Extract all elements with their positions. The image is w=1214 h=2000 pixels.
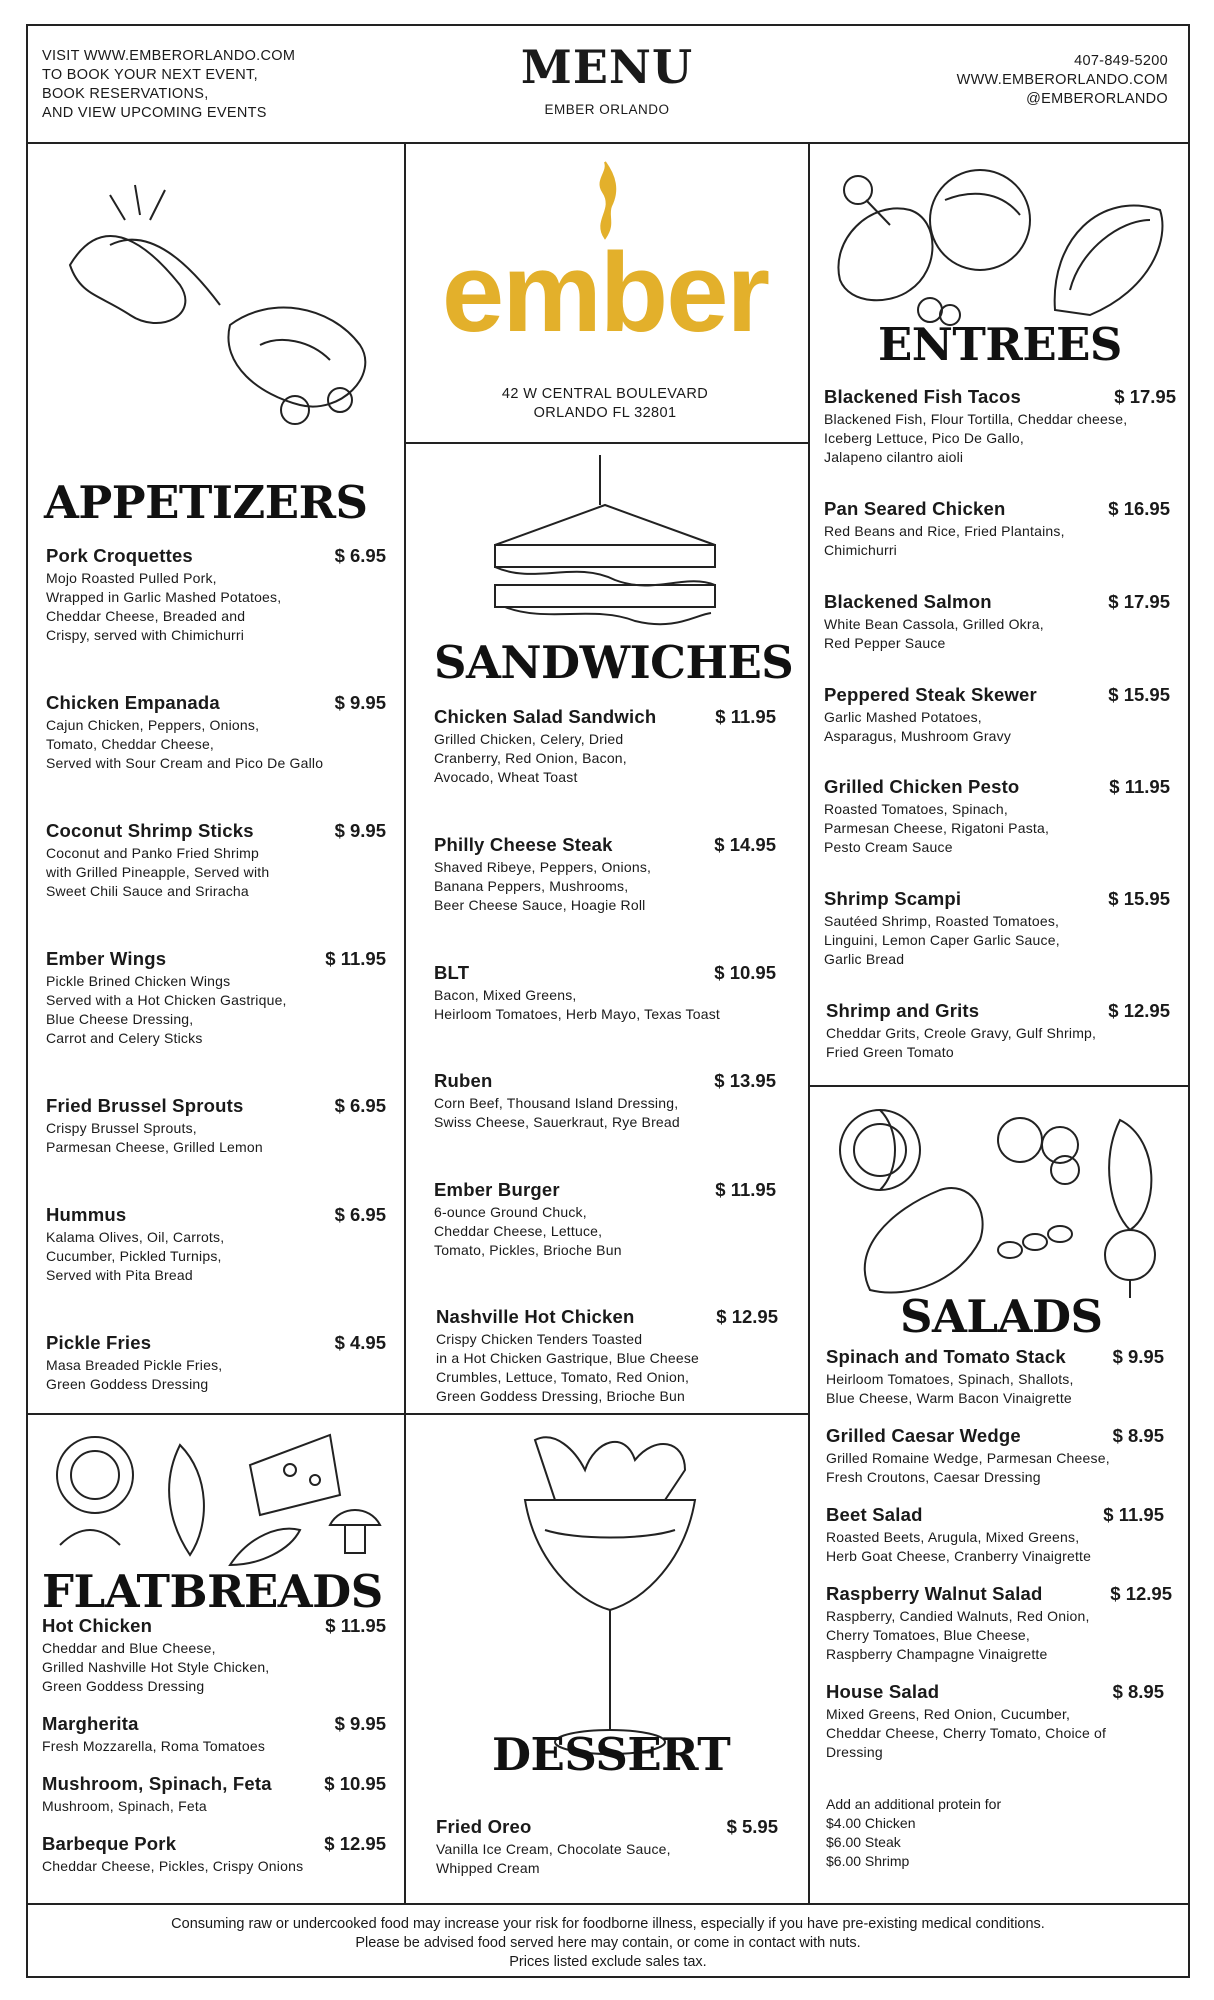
item-desc-line: Fresh Croutons, Caesar Dressing xyxy=(826,1469,1041,1485)
item-desc-line: Carrot and Celery Sticks xyxy=(46,1030,203,1046)
item-desc-line: Cajun Chicken, Peppers, Onions, xyxy=(46,717,260,733)
menu-item-pan-seared-chicken xyxy=(824,498,1170,560)
item-price: $ 4.95 xyxy=(334,1332,386,1353)
item-desc-line: Garlic Bread xyxy=(824,951,905,967)
item-desc-line: Grilled Romaine Wedge, Parmesan Cheese, xyxy=(826,1450,1110,1466)
item-desc-line: Wrapped in Garlic Mashed Potatoes, xyxy=(46,589,282,605)
menu-item-shrimp-scampi xyxy=(824,888,1170,969)
menu-item-barbeque-pork xyxy=(42,1833,386,1876)
item-name: Pork Croquettes xyxy=(46,545,193,566)
menu-item-margherita xyxy=(42,1713,386,1756)
item-desc-line: Corn Beef, Thousand Island Dressing, xyxy=(434,1095,679,1111)
item-desc-line: Tomato, Pickles, Brioche Bun xyxy=(434,1242,622,1258)
item-price: $ 15.95 xyxy=(1108,684,1170,705)
item-name: Chicken Salad Sandwich xyxy=(434,706,657,727)
item-price: $ 6.95 xyxy=(334,1204,386,1225)
sandwiches-title: SANDWICHES xyxy=(434,636,794,689)
item-desc-line: Crispy, served with Chimichurri xyxy=(46,627,245,643)
item-desc-line: Vanilla Ice Cream, Chocolate Sauce, xyxy=(436,1841,671,1857)
item-price: $ 17.95 xyxy=(1108,591,1170,612)
item-price: $ 12.95 xyxy=(716,1306,778,1327)
item-name: Shrimp and Grits xyxy=(826,1000,980,1021)
item-desc-line: Crispy Chicken Tenders Toasted xyxy=(436,1331,643,1347)
menu-item-ember-burger xyxy=(434,1179,776,1260)
menu-item-shrimp-and-grits xyxy=(826,1000,1170,1062)
item-price: $ 13.95 xyxy=(714,1070,776,1091)
item-price: $ 6.95 xyxy=(334,1095,386,1116)
menu-item-fried-brussel-sprouts xyxy=(46,1095,386,1157)
appetizers-illustration-icon xyxy=(40,175,400,445)
dessert-title: DESSERT xyxy=(492,1728,731,1781)
item-desc-line: Pesto Cream Sauce xyxy=(824,839,953,855)
item-desc-line: Dressing xyxy=(826,1744,883,1760)
menu-item-fried-oreo xyxy=(436,1816,778,1878)
sandwich-illustration-icon xyxy=(475,455,735,630)
item-price: $ 11.95 xyxy=(1109,776,1170,797)
protein-addon-note xyxy=(826,1795,1001,1871)
item-price: $ 10.95 xyxy=(714,962,776,983)
header-contact-info xyxy=(957,52,1168,109)
header-divider xyxy=(26,142,1190,144)
item-price: $ 10.95 xyxy=(324,1773,386,1794)
item-name: Barbeque Pork xyxy=(42,1833,177,1854)
item-name: Grilled Chicken Pesto xyxy=(824,776,1020,797)
item-name: Hummus xyxy=(46,1204,127,1225)
menu-item-nashville-hot-chicken xyxy=(436,1306,778,1406)
menu-item-ruben xyxy=(434,1070,776,1132)
item-desc-line: Sautéed Shrimp, Roasted Tomatoes, xyxy=(824,913,1060,929)
footer-line: Please be advised food served here may contain, or come in contact with nuts. xyxy=(355,1935,861,1951)
item-name: Raspberry Walnut Salad xyxy=(826,1583,1043,1604)
item-desc-line: in a Hot Chicken Gastrique, Blue Cheese xyxy=(436,1350,700,1366)
item-desc-line: Cheddar and Blue Cheese, xyxy=(42,1640,216,1656)
item-desc-line: Masa Breaded Pickle Fries, xyxy=(46,1357,223,1373)
item-price: $ 11.95 xyxy=(325,948,386,969)
header-left-line: TO BOOK YOUR NEXT EVENT, xyxy=(42,67,258,83)
item-price: $ 9.95 xyxy=(334,692,386,713)
item-name: Peppered Steak Skewer xyxy=(824,684,1037,705)
item-price: $ 16.95 xyxy=(1108,498,1170,519)
menu-item-grilled-caesar-wedge xyxy=(826,1425,1164,1487)
page-subtitle: EMBER ORLANDO xyxy=(544,102,670,117)
item-desc-line: Blackened Fish, Flour Tortilla, Cheddar cheese, xyxy=(824,411,1128,427)
item-name: Spinach and Tomato Stack xyxy=(826,1346,1066,1367)
item-price: $ 8.95 xyxy=(1112,1681,1164,1702)
column-divider-right xyxy=(808,142,810,1903)
item-name: Beet Salad xyxy=(826,1504,923,1525)
item-desc-line: Cucumber, Pickled Turnips, xyxy=(46,1248,222,1264)
item-desc-line: Avocado, Wheat Toast xyxy=(434,769,578,785)
item-desc-line: Raspberry, Candied Walnuts, Red Onion, xyxy=(826,1608,1090,1624)
item-desc-line: Sweet Chili Sauce and Sriracha xyxy=(46,883,249,899)
item-desc-line: Parmesan Cheese, Rigatoni Pasta, xyxy=(824,820,1050,836)
item-desc-line: Heirloom Tomatoes, Spinach, Shallots, xyxy=(826,1371,1074,1387)
menu-item-raspberry-walnut-salad xyxy=(826,1583,1172,1664)
item-price: $ 17.95 xyxy=(1114,386,1176,407)
item-name: Hot Chicken xyxy=(42,1615,153,1636)
item-desc-line: Parmesan Cheese, Grilled Lemon xyxy=(46,1139,263,1155)
item-desc-line: Raspberry Champagne Vinaigrette xyxy=(826,1646,1048,1662)
column-divider-left xyxy=(404,142,406,1903)
item-desc-line: Herb Goat Cheese, Cranberry Vinaigrette xyxy=(826,1548,1092,1564)
item-desc-line: Fresh Mozzarella, Roma Tomatoes xyxy=(42,1738,266,1754)
menu-item-beet-salad xyxy=(826,1504,1164,1566)
item-desc-line: Crispy Brussel Sprouts, xyxy=(46,1120,197,1136)
item-name: Fried Brussel Sprouts xyxy=(46,1095,244,1116)
header-left-line: VISIT WWW.EMBERORLANDO.COM xyxy=(42,48,296,64)
menu-item-coconut-shrimp-sticks xyxy=(46,820,386,901)
item-desc-line: Kalama Olives, Oil, Carrots, xyxy=(46,1229,225,1245)
restaurant-address xyxy=(420,385,790,423)
item-name: BLT xyxy=(434,962,470,983)
item-desc-line: Whipped Cream xyxy=(436,1860,540,1876)
item-desc-line: Cheddar Cheese, Lettuce, xyxy=(434,1223,603,1239)
item-desc-line: Crumbles, Lettuce, Tomato, Red Onion, xyxy=(436,1369,690,1385)
item-desc-line: Served with a Hot Chicken Gastrique, xyxy=(46,992,287,1008)
dessert-divider xyxy=(404,1413,810,1415)
item-desc-line: Garlic Mashed Potatoes, xyxy=(824,709,982,725)
item-price: $ 12.95 xyxy=(1110,1583,1172,1604)
menu-item-grilled-chicken-pesto xyxy=(824,776,1170,857)
item-name: Mushroom, Spinach, Feta xyxy=(42,1773,272,1794)
flatbreads-divider xyxy=(26,1413,406,1415)
item-price: $ 9.95 xyxy=(1112,1346,1164,1367)
item-desc-line: Grilled Nashville Hot Style Chicken, xyxy=(42,1659,270,1675)
item-desc-line: Mushroom, Spinach, Feta xyxy=(42,1798,207,1814)
item-desc-line: Blue Cheese Dressing, xyxy=(46,1011,194,1027)
website-url: WWW.EMBERORLANDO.COM xyxy=(956,72,1168,88)
item-name: Philly Cheese Steak xyxy=(434,834,613,855)
menu-item-chicken-empanada xyxy=(46,692,386,773)
item-desc-line: White Bean Cassola, Grilled Okra, xyxy=(824,616,1044,632)
item-name: Fried Oreo xyxy=(436,1816,532,1837)
item-desc-line: Served with Pita Bread xyxy=(46,1267,193,1283)
item-desc-line: Cheddar Cheese, Cherry Tomato, Choice of xyxy=(826,1725,1107,1741)
item-price: $ 15.95 xyxy=(1108,888,1170,909)
item-price: $ 9.95 xyxy=(334,1713,386,1734)
header-left-line: AND VIEW UPCOMING EVENTS xyxy=(42,105,267,121)
menu-item-blt xyxy=(434,962,776,1024)
item-desc-line: Cheddar Cheese, Breaded and xyxy=(46,608,246,624)
address-line: 42 W CENTRAL BOULEVARD xyxy=(501,386,709,402)
note-line: $6.00 Steak xyxy=(826,1834,901,1850)
item-name: Grilled Caesar Wedge xyxy=(826,1425,1021,1446)
flatbreads-title: FLATBREADS xyxy=(42,1565,383,1618)
salads-illustration-icon xyxy=(830,1100,1180,1300)
item-price: $ 8.95 xyxy=(1112,1425,1164,1446)
item-desc-line: Tomato, Cheddar Cheese, xyxy=(46,736,215,752)
appetizers-title: APPETIZERS xyxy=(44,476,368,529)
item-name: Pickle Fries xyxy=(46,1332,152,1353)
item-name: Chicken Empanada xyxy=(46,692,220,713)
header-left-line: BOOK RESERVATIONS, xyxy=(42,86,209,102)
item-name: Shrimp Scampi xyxy=(824,888,962,909)
item-price: $ 9.95 xyxy=(334,820,386,841)
item-name: Blackened Salmon xyxy=(824,591,992,612)
menu-item-blackened-fish-tacos xyxy=(824,386,1176,467)
note-line: $6.00 Shrimp xyxy=(826,1853,910,1869)
menu-item-philly-cheese-steak xyxy=(434,834,776,915)
item-desc-line: Heirloom Tomatoes, Herb Mayo, Texas Toast xyxy=(434,1006,720,1022)
item-desc-line: Mixed Greens, Red Onion, Cucumber, xyxy=(826,1706,1071,1722)
item-name: Nashville Hot Chicken xyxy=(436,1306,635,1327)
flatbreads-illustration-icon xyxy=(40,1425,390,1575)
item-name: Coconut Shrimp Sticks xyxy=(46,820,254,841)
item-desc-line: Green Goddess Dressing xyxy=(46,1376,209,1392)
item-desc-line: Shaved Ribeye, Peppers, Onions, xyxy=(434,859,652,875)
menu-item-peppered-steak-skewer xyxy=(824,684,1170,746)
salads-divider xyxy=(808,1085,1190,1087)
dessert-illustration-icon xyxy=(515,1430,705,1760)
item-price: $ 11.95 xyxy=(1103,1504,1164,1525)
item-desc-line: Bacon, Mixed Greens, xyxy=(434,987,577,1003)
item-price: $ 12.95 xyxy=(324,1833,386,1854)
item-price: $ 11.95 xyxy=(325,1615,386,1636)
item-desc-line: Served with Sour Cream and Pico De Gallo xyxy=(46,755,324,771)
item-price: $ 14.95 xyxy=(714,834,776,855)
social-handle: @EMBERORLANDO xyxy=(1026,91,1168,107)
note-line: Add an additional protein for xyxy=(826,1796,1002,1812)
item-desc-line: Red Pepper Sauce xyxy=(824,635,946,651)
entrees-title: ENTREES xyxy=(878,318,1122,371)
item-desc-line: Cheddar Cheese, Pickles, Crispy Onions xyxy=(42,1858,304,1874)
item-desc-line: Swiss Cheese, Sauerkraut, Rye Bread xyxy=(434,1114,680,1130)
item-desc-line: Grilled Chicken, Celery, Dried xyxy=(434,731,624,747)
item-name: Ember Burger xyxy=(434,1179,560,1200)
menu-item-house-salad xyxy=(826,1681,1164,1762)
menu-item-hot-chicken xyxy=(42,1615,386,1696)
item-price: $ 11.95 xyxy=(715,1179,776,1200)
item-desc-line: 6-ounce Ground Chuck, xyxy=(434,1204,587,1220)
item-desc-line: Coconut and Panko Fried Shrimp xyxy=(46,845,259,861)
item-desc-line: Asparagus, Mushroom Gravy xyxy=(824,728,1012,744)
item-name: Ruben xyxy=(434,1070,493,1091)
item-desc-line: Cheddar Grits, Creole Gravy, Gulf Shrimp, xyxy=(826,1025,1097,1041)
item-price: $ 6.95 xyxy=(334,545,386,566)
item-name: Margherita xyxy=(42,1713,139,1734)
item-desc-line: Mojo Roasted Pulled Pork, xyxy=(46,570,217,586)
item-price: $ 12.95 xyxy=(1108,1000,1170,1021)
menu-item-blackened-salmon xyxy=(824,591,1170,653)
item-desc-line: Iceberg Lettuce, Pico De Gallo, xyxy=(824,430,1024,446)
item-desc-line: Pickle Brined Chicken Wings xyxy=(46,973,231,989)
item-desc-line: Linguini, Lemon Caper Garlic Sauce, xyxy=(824,932,1060,948)
item-desc-line: Fried Green Tomato xyxy=(826,1044,954,1060)
salads-title: SALADS xyxy=(900,1290,1103,1343)
item-desc-line: Jalapeno cilantro aioli xyxy=(824,449,964,465)
ember-logo: ember xyxy=(441,230,769,355)
item-desc-line: Green Goddess Dressing xyxy=(42,1678,205,1694)
item-desc-line: with Grilled Pineapple, Served with xyxy=(46,864,270,880)
item-price: $ 5.95 xyxy=(726,1816,778,1837)
item-price: $ 11.95 xyxy=(715,706,776,727)
footer-divider xyxy=(26,1903,1190,1905)
page-title: MENU xyxy=(520,40,694,94)
item-desc-line: Blue Cheese, Warm Bacon Vinaigrette xyxy=(826,1390,1072,1406)
item-desc-line: Red Beans and Rice, Fried Plantains, xyxy=(824,523,1065,539)
menu-item-pork-croquettes xyxy=(46,545,386,645)
item-desc-line: Roasted Beets, Arugula, Mixed Greens, xyxy=(826,1529,1080,1545)
item-desc-line: Roasted Tomatoes, Spinach, xyxy=(824,801,1008,817)
item-desc-line: Chimichurri xyxy=(824,542,897,558)
note-line: $4.00 Chicken xyxy=(826,1815,916,1831)
item-desc-line: Cherry Tomatoes, Blue Cheese, xyxy=(826,1627,1030,1643)
menu-item-spinach-and-tomato-stack xyxy=(826,1346,1164,1408)
item-desc-line: Green Goddess Dressing, Brioche Bun xyxy=(436,1388,686,1404)
menu-item-ember-wings xyxy=(46,948,386,1048)
footer-disclaimer xyxy=(26,1915,1190,1972)
item-desc-line: Cranberry, Red Onion, Bacon, xyxy=(434,750,627,766)
footer-line: Prices listed exclude sales tax. xyxy=(509,1954,707,1970)
footer-line: Consuming raw or undercooked food may increase your risk for foodborne illness, especially if you have pre-existing medical conditions. xyxy=(171,1916,1045,1932)
address-line: ORLANDO FL 32801 xyxy=(533,405,677,421)
item-desc-line: Banana Peppers, Mushrooms, xyxy=(434,878,629,894)
menu-item-mushroom-spinach-feta xyxy=(42,1773,386,1816)
entrees-illustration-icon xyxy=(830,160,1180,330)
item-desc-line: Beer Cheese Sauce, Hoagie Roll xyxy=(434,897,646,913)
item-name: Ember Wings xyxy=(46,948,167,969)
item-name: House Salad xyxy=(826,1681,940,1702)
item-name: Pan Seared Chicken xyxy=(824,498,1006,519)
menu-item-pickle-fries xyxy=(46,1332,386,1394)
menu-item-chicken-salad-sandwich xyxy=(434,706,776,787)
item-name: Blackened Fish Tacos xyxy=(824,386,1021,407)
phone-number: 407-849-5200 xyxy=(1074,53,1168,69)
menu-item-hummus xyxy=(46,1204,386,1285)
logo-divider xyxy=(404,442,810,444)
